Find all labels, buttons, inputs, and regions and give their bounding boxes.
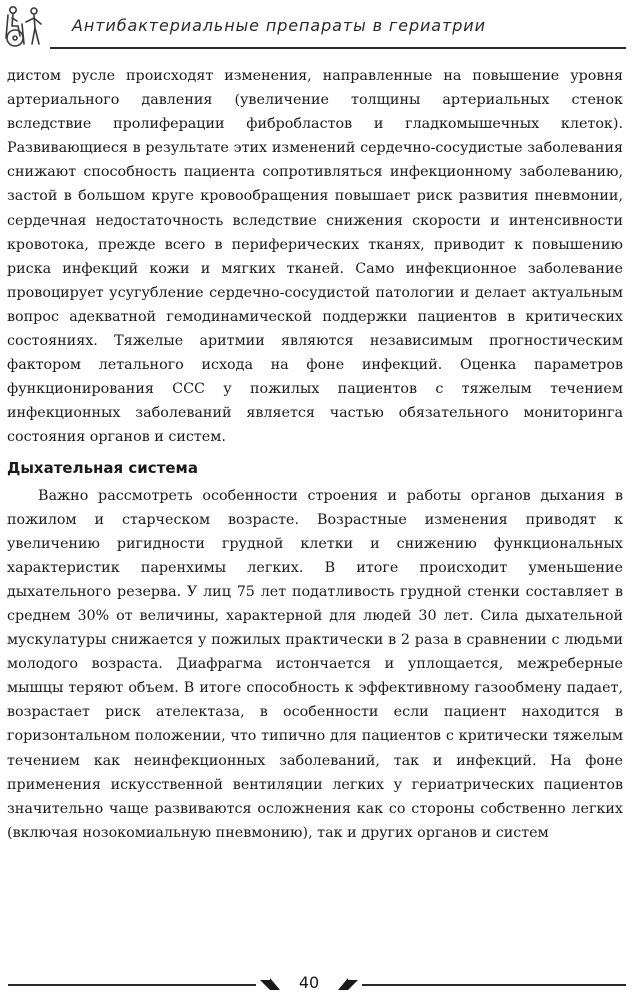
page-footer	[0, 968, 636, 1000]
body-paragraph-1: дистом русле происходят изменения, направленные на повышение уровня артериального давления (увеличение толщины артериальных стенок вследствие пролиферации фибробластов и гладкомышечных клеток). Развивающиеся в результате этих изменений сердечно-сосудистые заболевания снижают способность пациента сопротивляться инфекционному заболеванию, застой в большом круге кровообращения повышает риск развития пневмонии, сердечная недостаточность вследствие снижения скорости и интенсивности кровотока, прежде всего в периферических тканях, приводит к повышению риска инфекций кожи и мягких тканей. Само инфекционное заболевание провоцирует усугубление сердечно-сосудистой патологии и делает актуальным вопрос адекватной гемодинамической поддержки пациентов в критических состояниях. Тяжелые аритмии являются независимым прогностическим фактором летального исхода на фоне инфекций. Оценка параметров функционирования ССС у пожилых пациентов с тяжелым течением инфекционных заболеваний является частью обязательного мониторинга состояния органов и систем.	[7, 68, 623, 446]
footer-rule-left	[8, 984, 256, 986]
section-heading: Дыхательная система	[7, 458, 198, 477]
running-header-title: Антибактериальные препараты в гериатрии	[72, 16, 486, 35]
page-body	[7, 64, 623, 845]
body-paragraph-2: Важно рассмотреть особенности строения и работы органов дыхания в пожилом и старческом возрасте. Возрастные изменения приводят к увеличению ригидности грудной клетки и снижению функциональных характеристик паренхимы легких. В итоге происходит уменьшение дыхательного резерва. У лиц 75 лет податливость грудной стенки составляет в среднем 30% от величины, характерной для людей 30 лет. Сила дыхательной мускулатуры снижается у пожилых практически в 2 раза в сравнении с людьми молодого возраста. Диафрагма истончается и уплощается, межреберные мышцы теряют объем. В итоге способность к эффективному газообмену падает, возрастает риск ателектаза, в особенности если пациент находится в горизонтальном положении, что типично для пациентов с критически тяжелым течением как неинфекционных заболеваний, так и инфекций. На фоне применения искусственной вентиляции легких у гериатрических пациентов значительно чаще развиваются осложнения как со стороны собственно легких (включая нозокомиальную пневмонию), так и других органов и систем	[7, 487, 623, 841]
elderly-wheelchair-icon	[2, 4, 48, 50]
header-rule	[50, 47, 626, 49]
page-header	[0, 0, 636, 62]
triangle-ornament-icon	[336, 976, 360, 992]
triangle-ornament-icon	[258, 976, 282, 992]
footer-rule-right	[362, 984, 626, 986]
page-number: 40	[298, 973, 320, 992]
